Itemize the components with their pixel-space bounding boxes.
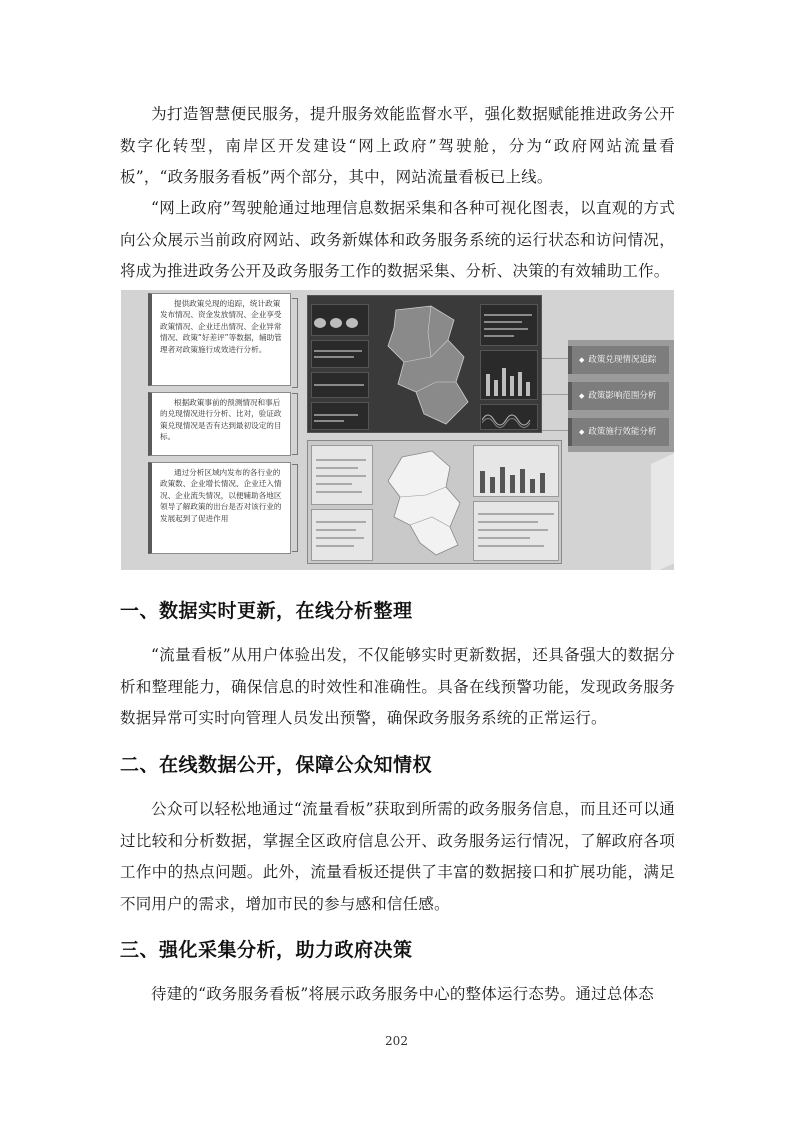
intro-paragraph-2: “网上政府”驾驶舱通过地理信息数据采集和各种可视化图表，以直观的方式向公众展示当前政府网站、政务新媒体和政务服务系统的运行状态和访问情况，将成为推进政务公开及政务服务工作的数据采集、分析、决策的有效辅助工作。	[120, 199, 675, 280]
tag-policy-efficiency: ◆ 政策施行效能分析	[568, 418, 669, 446]
district-map	[376, 302, 476, 430]
tag-policy-tracking: ◆ 政策兑现情况追踪	[568, 346, 669, 374]
section-heading-1: 一、数据实时更新，在线分析整理	[120, 600, 413, 622]
tag-policy-impact: ◆ 政策影响范围分析	[568, 382, 669, 410]
section-heading-3: 三、强化采集分析，助力政府决策	[120, 939, 413, 961]
trend-wave	[482, 408, 536, 428]
feature-tags	[568, 340, 674, 452]
callout-policy-impact: 根据政策事前的预测情况和事后的兑现情况进行分析、比对，验证政策兑现情况是否有达到最初设定的目标。	[148, 392, 291, 456]
district-map-light	[380, 447, 468, 559]
dashboard-dark-screenshot	[307, 295, 542, 433]
section-body-3: 待建的“政务服务看板”将展示政务服务中心的整体运行态势。通过总体态	[151, 985, 654, 1003]
callout-policy-tracking: 提供政策兑现的追踪，统计政策发布情况、资金发放情况、企业享受政策情况、企业迁出情况、企业异常情况、政策“好差评”等数据，辅助管理者对政策施行成效进行分析。	[148, 293, 291, 386]
section-body-2: 公众可以轻松地通过“流量看板”获取到所需的政务服务信息，而且还可以通过比较和分析数据，掌握全区政府信息公开、政务服务运行情况，了解政府各项工作中的热点问题。此外，流量看板还提供了丰富的数据接口和扩展功能，满足不同用户的需求，增加市民的参与感和信任感。	[120, 800, 675, 913]
section-heading-2: 二、在线数据公开，保障公众知情权	[120, 754, 433, 776]
page-number: 202	[385, 1034, 408, 1048]
dashboard-figure	[121, 290, 674, 570]
section-body-1: “流量看板”从用户体验出发，不仅能够实时更新数据，还具备强大的数据分析和整理能力，确保信息的时效性和准确性。具备在线预警功能，发现政务服务数据异常可实时向管理人员发出预警，确保政务服务系统的正常运行。	[120, 646, 675, 727]
intro-paragraph-1: 为打造智慧便民服务，提升服务效能监督水平，强化数据赋能推进政务公开数字化转型，南岸区开发建设“网上政府”驾驶舱，分为“政府网站流量看板”，“政务服务看板”两个部分，其中，网站流量看板已上线。	[120, 105, 675, 186]
callout-policy-efficiency: 通过分析区域内发布的各行业的政策数、企业增长情况、企业迁入情况、企业流失情况，以便辅助各地区领导了解政策的出台是否对该行业的发展起到了促进作用	[148, 462, 291, 554]
dashboard-light-screenshot	[307, 440, 562, 564]
